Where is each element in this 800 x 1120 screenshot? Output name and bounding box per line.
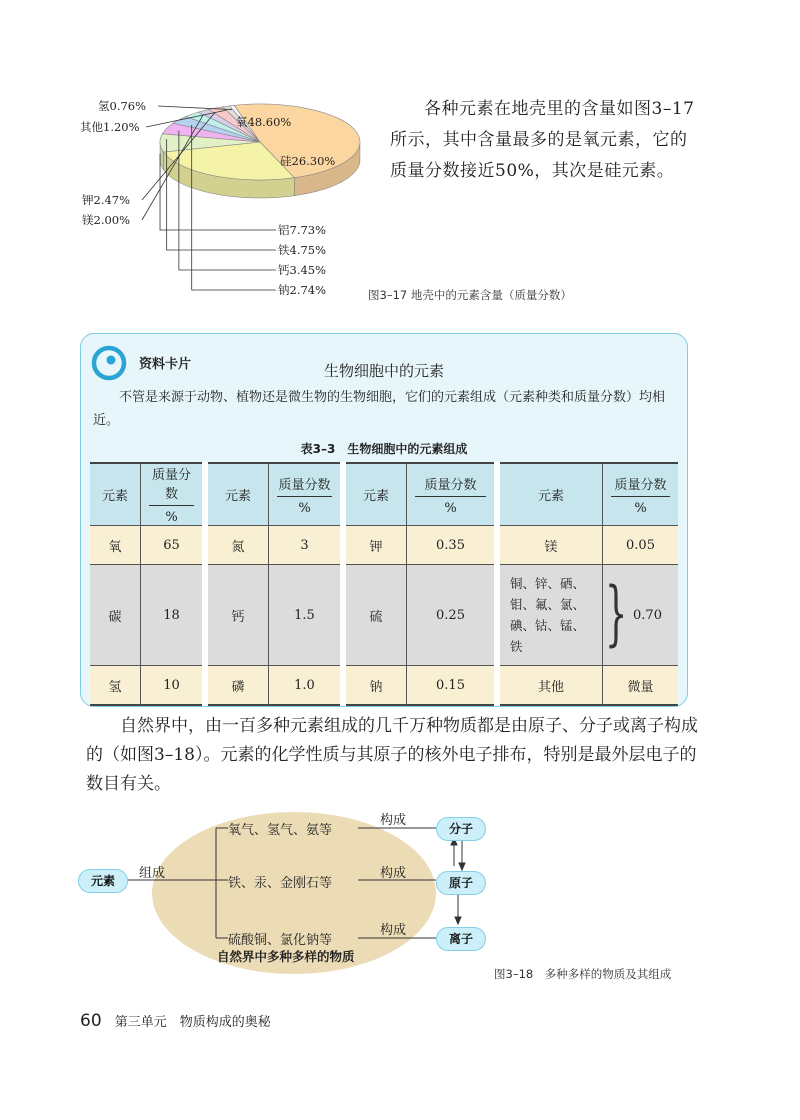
cell-element: 氧 <box>90 526 140 565</box>
header-mass-label: 质量分数 <box>415 474 486 497</box>
pie-label-铝: 铝7.73% <box>278 223 327 237</box>
element-table <box>90 462 678 706</box>
header-element-2: 元素 <box>208 462 268 526</box>
pie-label-钾: 钾2.47% <box>82 193 131 207</box>
cell-value: 0.15 <box>406 666 494 706</box>
header-mass-unit: % <box>634 500 647 516</box>
substance-ionic: 硫酸铜、氯化钠等 <box>228 933 333 948</box>
substance-molecular: 氧气、氢气、氨等 <box>228 823 333 838</box>
data-card-badge: 资料卡片 <box>139 357 192 372</box>
cell-value: 1.5 <box>268 565 340 666</box>
header-mass-label: 质量分数 <box>277 474 332 497</box>
cell-element <box>500 565 602 666</box>
substance-atomic: 铁、汞、金刚石等 <box>228 876 333 891</box>
header-mass-label: 质量分数 <box>611 474 670 497</box>
cell-value: 10 <box>140 666 202 706</box>
pie-label-氢: 氢0.76% <box>98 99 147 113</box>
header-element-4: 元素 <box>500 462 602 526</box>
cell-element: 镁 <box>500 526 602 565</box>
cell-element: 钠 <box>346 666 406 706</box>
header-mass-2 <box>268 462 340 526</box>
cell-element: 碳 <box>90 565 140 666</box>
cell-value: 微量 <box>602 666 678 706</box>
cell-value: 65 <box>140 526 202 565</box>
data-card-body <box>93 386 675 432</box>
cell-element: 钾 <box>346 526 406 565</box>
header-mass-4 <box>602 462 678 526</box>
atom-node: 原子 <box>436 871 486 895</box>
data-card <box>80 333 688 707</box>
constitute-label-1: 构成 <box>380 813 407 828</box>
cell-value: 0.35 <box>406 526 494 565</box>
cell-value-text: 0.70 <box>633 607 662 623</box>
header-element-1: 元素 <box>90 462 140 526</box>
table-row <box>90 526 678 565</box>
element-node: 元素 <box>78 869 128 893</box>
cell-element: 硫 <box>346 565 406 666</box>
data-card-title: 生物细胞中的元素 <box>323 362 444 380</box>
pie-label-钠: 钠2.74% <box>278 283 327 297</box>
ellipse-label: 自然界中多种多样的物质 <box>217 949 355 964</box>
cell-element: 磷 <box>208 666 268 706</box>
table-title: 表3–3 生物细胞中的元素组成 <box>300 442 468 456</box>
table-row <box>90 565 678 666</box>
figure-3-17-caption: 图3–17 地壳中的元素含量（质量分数） <box>368 288 572 302</box>
cell-element: 钙 <box>208 565 268 666</box>
header-mass-unit: % <box>298 500 311 516</box>
data-card-text: 不管是来源于动物、植物还是微生物的生物细胞，它们的元素组成（元素种类和质量分数）均相近。 <box>93 390 666 428</box>
cell-element: 氢 <box>90 666 140 706</box>
cell-value: 0.05 <box>602 526 678 565</box>
brace-icon: } <box>605 572 628 654</box>
header-element-3: 元素 <box>346 462 406 526</box>
table-head <box>90 462 678 526</box>
cell-value: 3 <box>268 526 340 565</box>
constitute-label-2: 构成 <box>380 866 407 881</box>
intro-paragraph <box>390 94 700 187</box>
pie-label-铁: 铁4.75% <box>278 243 327 257</box>
pie-label-硅: 硅26.30% <box>280 154 336 168</box>
header-mass-unit: % <box>444 500 457 516</box>
pie-label-镁: 镁2.00% <box>82 213 131 227</box>
table-body <box>90 526 678 706</box>
page-footer <box>80 1011 271 1031</box>
trace-elements: 铜、锌、硒、钼、氟、氯、碘、钴、锰、铁 <box>510 576 586 654</box>
molecule-node: 分子 <box>436 817 486 841</box>
cell-value <box>602 565 678 666</box>
cell-value: 1.0 <box>268 666 340 706</box>
constitute-label-3: 构成 <box>380 923 407 938</box>
pie-label-其他: 其他1.20% <box>80 120 140 134</box>
pie-label-氧: 氧48.60% <box>236 115 292 129</box>
header-mass-3 <box>406 462 494 526</box>
figure-3-18-caption: 图3–18 多种多样的物质及其组成 <box>494 967 672 981</box>
ion-node: 离子 <box>436 927 486 951</box>
header-mass-1 <box>140 462 202 526</box>
main-paragraph <box>86 712 700 799</box>
cell-value: 18 <box>140 565 202 666</box>
header-mass-label: 质量分数 <box>149 464 194 506</box>
cell-element: 氮 <box>208 526 268 565</box>
intro-text: 各种元素在地壳里的含量如图3–17所示，其中含量最多的是氧元素，它的质量分数接近50%，其次是硅元素。 <box>390 99 695 181</box>
cell-value: 0.25 <box>406 565 494 666</box>
main-paragraph-text: 自然界中，由一百多种元素组成的几千万种物质都是由原子、分子或离子构成的（如图3–18）。元素的化学性质与其原子的核外电子排布，特别是最外层电子的数目有关。 <box>86 716 698 794</box>
unit-title: 第三单元 物质构成的奥秘 <box>114 1015 271 1030</box>
header-mass-unit: % <box>165 510 178 525</box>
table-row <box>90 666 678 706</box>
compose-label: 组成 <box>139 866 166 881</box>
cell-element: 其他 <box>500 666 602 706</box>
pie-chart <box>80 90 380 320</box>
page-number: 60 <box>80 1011 102 1031</box>
pie-label-钙: 钙3.45% <box>278 263 327 277</box>
